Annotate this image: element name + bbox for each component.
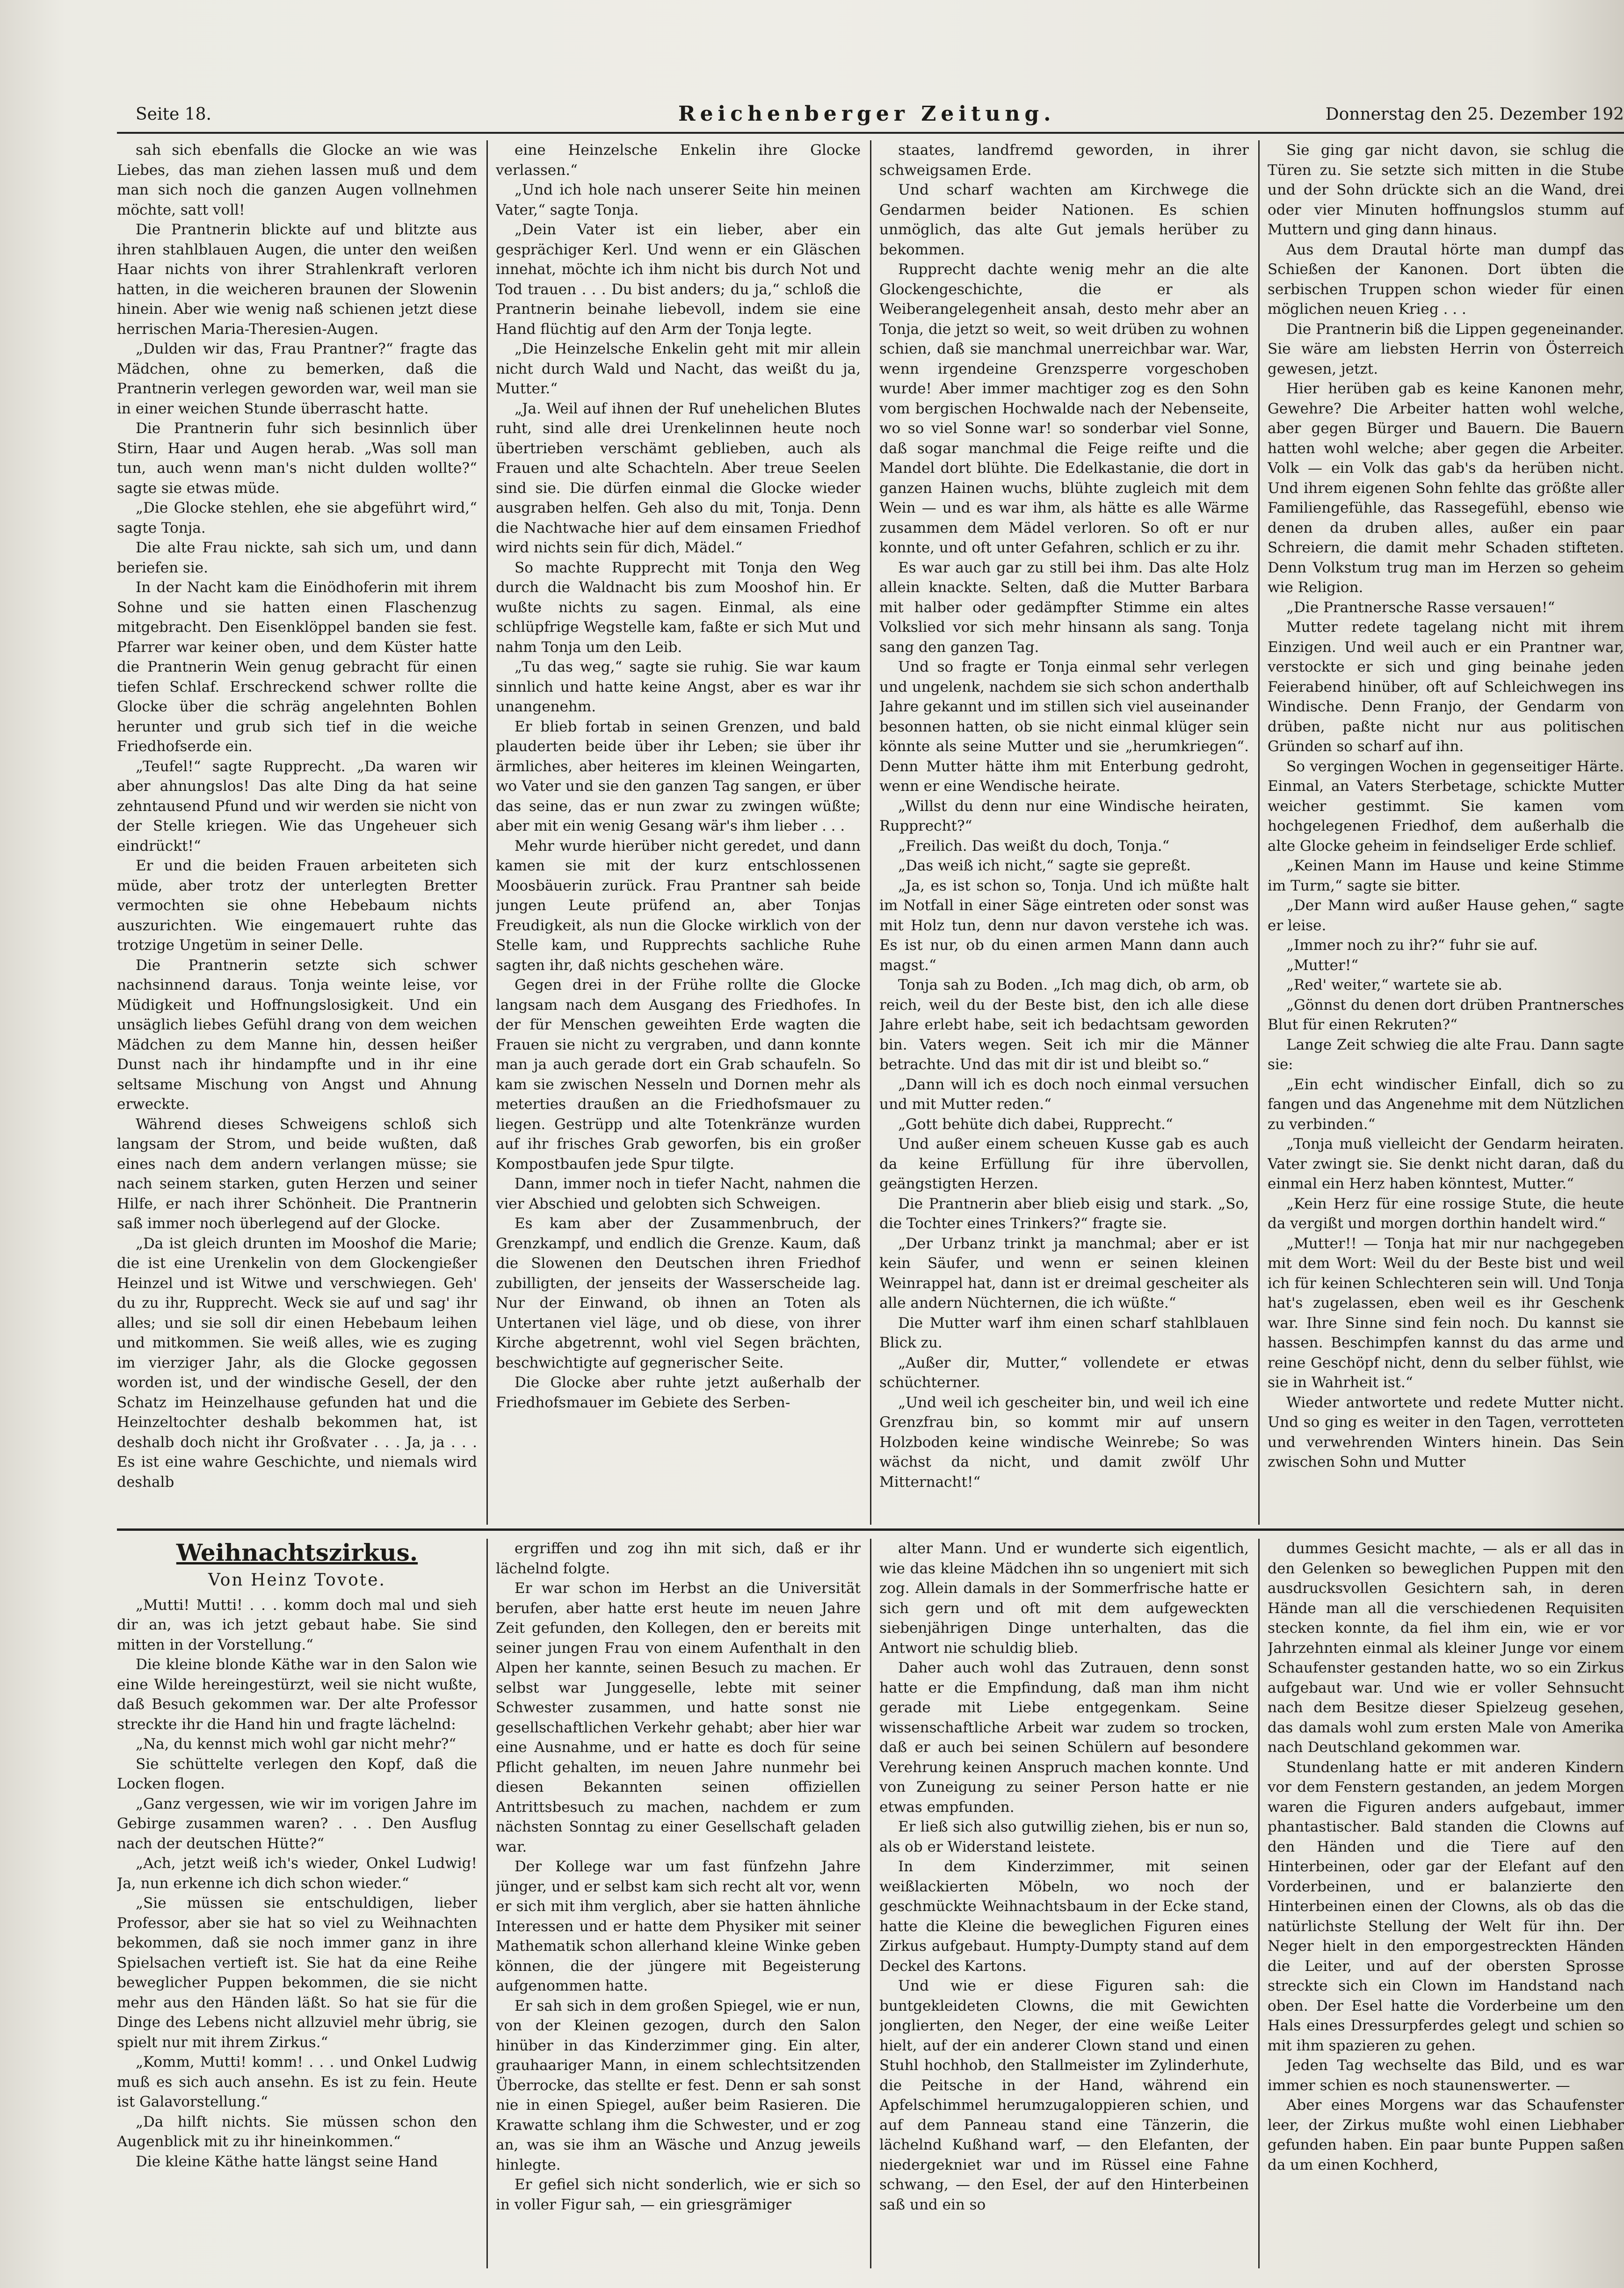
- paragraph: alter Mann. Und er wunderte sich eigentlich, wie das kleine Mädchen ihn so ungeniert mit sich zog. Allein damals in der Sommerfrische hatte er sich gern und oft mit dem aufgeweckten siebenjährigen Dinge unterhalten, das die Antwort nie schuldig blieb.: [879, 1540, 1249, 1657]
- page-number: Seite 18.: [136, 105, 211, 124]
- paragraph: Dann, immer noch in tiefer Nacht, nahmen die vier Abschied und gelobten sich Schweigen.: [496, 1175, 861, 1212]
- column-divider: [870, 140, 871, 1525]
- paragraph: In dem Kinderzimmer, mit seinen weißlackierten Möbeln, wo noch der geschmückte Weihnachtsbaum in der Ecke stand, hatte die Kleine die beweglichen Figuren eines Zirkus aufgebaut. Humpty-Dumpty stand auf dem Deckel des Kartons.: [879, 1858, 1249, 1975]
- paragraph: Und scharf wachten am Kirchwege die Gendarmen beider Nationen. Es schien unmöglich, das alte Gut jemals herüber zu bekommen.: [879, 181, 1249, 258]
- column-divider: [1258, 1539, 1260, 2268]
- article-byline: Von Heinz Tovote.: [208, 1571, 386, 1590]
- paragraph: Mutter redete tagelang nicht mit ihrem Einzigen. Und weil auch er ein Prantner war, verstockte er sich und ging beinahe jeden Feierabend hinüber, oft auf Schleichwegen ins Windische. Denn Franjo, der Gendarm von drüben, paßte nicht nur aus politischen Gründen so scharf auf ihn.: [1268, 619, 1624, 755]
- paragraph: Während dieses Schweigens schloß sich langsam der Strom, und beide wußten, daß eines nach dem andern verlangen müsse; sie nach seinem starken, guten Herzen und seiner Hilfe, er nach ihrer Schönheit. Die Prantnerin saß immer noch überlegend auf der Glocke.: [117, 1115, 477, 1232]
- paragraph: ergriffen und zog ihn mit sich, daß er ihr lächelnd folgte.: [496, 1540, 861, 1577]
- paragraph: „Red' weiter,“ wartete sie ab.: [1286, 977, 1503, 993]
- paragraph: „Der Urbanz trinkt ja manchmal; aber er ist kein Säufer, und wenn er seinen kleinen Weinrappel hat, dann ist er dreimal gescheiter als alle andern Nüchternen, die ich wüßte.“: [879, 1235, 1249, 1311]
- paragraph: Daher auch wohl das Zutrauen, denn sonst hatte er die Empfindung, daß man ihm nicht gerade mit Liebe entgegenkam. Seine wissenschaftliche Arbeit war zudem so trocken, daß er auch bei seinen Schülern auf besondere Verehrung keinen Anspruch machen konnte. Und von Zuneigung zu seiner Person hatte er nie etwas empfunden.: [879, 1659, 1249, 1816]
- paragraph: „Keinen Mann im Hause und keine Stimme im Turm,“ sagte sie bitter.: [1268, 857, 1624, 894]
- paragraph: „Na, du kennst mich wohl gar nicht mehr?“: [136, 1736, 457, 1752]
- paragraph: eine Heinzelsche Enkelin ihre Glocke verlassen.“: [496, 142, 861, 179]
- paragraph: Die kleine blonde Käthe war in den Salon wie eine Wilde hereingestürzt, weil sie nicht wußte, daß Besuch gekommen war. Der alte Professor streckte ihr die Hand hin und fragte lächelnd:: [117, 1656, 477, 1733]
- story1-column-1: [117, 140, 477, 1522]
- paragraph: Die Prantnerin setzte sich schwer nachsinnend daraus. Tonja weinte leise, vor Müdigkeit und Hoffnungslosigkeit. Und ein unsäglich liebes Gefühl drang von dem weichen Mädchen zu dem Manne hin, dessen heißer Dunst nach ihr hindampfte und in ihr eine seltsame Mischung von Angst und Ahnung erweckte.: [117, 956, 477, 1113]
- paragraph: „Ja, es ist schon so, Tonja. Und ich müßte halt im Notfall in einer Säge eintreten oder sonst was mit Holz tun, denn nur davon verstehe ich was. Es ist nur, ob du einen armen Mann dann auch magst.“: [879, 877, 1249, 974]
- paragraph: So vergingen Wochen in gegenseitiger Härte. Einmal, an Vaters Sterbetage, schickte Mutter weicher gestimmt. Sie kamen vom hochgelegenen Friedhof, dem außerhalb die alte Glocke geheim in feindseliger Erde schlief.: [1268, 758, 1624, 854]
- paragraph: Sie ging gar nicht davon, sie schlug die Türen zu. Sie setzte sich mitten in die Stube und der Sohn drückte sich an die Wand, drei oder vier Minuten hoffnungslos stumm auf Muttern und ging dann hinaus.: [1268, 142, 1624, 238]
- paragraph: „Die Heinzelsche Enkelin geht mit mir allein nicht durch Wald und Nacht, das weißt du ja, Mutter.“: [496, 340, 861, 397]
- paragraph: „Dann will ich es doch noch einmal versuchen und mit Mutter reden.“: [879, 1076, 1249, 1113]
- column-divider: [870, 1539, 871, 2268]
- paragraph: Die Prantnerin aber blieb eisig und stark. „So, die Tochter eines Trinkers?“ fragte sie.: [879, 1195, 1249, 1232]
- paragraph: Aber eines Morgens war das Schaufenster leer, der Zirkus mußte wohl einen Liebhaber gefunden haben. Ein paar bunte Puppen saßen da um einen Kochherd,: [1268, 2097, 1624, 2173]
- paragraph: „Willst du denn nur eine Windische heiraten, Rupprecht?“: [879, 797, 1249, 834]
- issue-date: Donnerstag den 25. Dezember 192: [1325, 105, 1624, 124]
- paragraph: Gegen drei in der Frühe rollte die Glocke langsam nach dem Ausgang des Friedhofes. In der für Menschen geweihten Erde wagten die Frauen sie nicht zu vergraben, und dann konnte man ja auch gerade dort ein Grab schaufeln. So kam sie zwischen Nesseln und Dornen mehr als meterties draußen an die Friedhofsmauer zu liegen. Gestrüpp und alte Totenkränze wurden auf ihr frisches Grab geworfen, bis ein großer Kompostbaufen jede Spur tilgte.: [496, 977, 861, 1173]
- story2-column-2: [496, 1539, 861, 2268]
- paragraph: Die Prantnerin biß die Lippen gegeneinander. Sie wäre am liebsten Herrin von Österreich gewesen, jetzt.: [1268, 320, 1624, 377]
- paragraph: Tonja sah zu Boden. „Ich mag dich, ob arm, ob reich, weil du der Beste bist, den ich alle diese Jahre erlebt habe, seit ich bedachtsam geworden bin. Vaters wegen. Seit ich mir die Männer betrachte. Und das mit dir ist und bleibt so.“: [879, 977, 1249, 1073]
- paragraph: „Dulden wir das, Frau Prantner?“ fragte das Mädchen, ohne zu bemerken, daß die Prantnerin verlegen geworden war, weil man sie in einer weichen Stunde überrascht hatte.: [117, 340, 477, 417]
- paragraph: Er und die beiden Frauen arbeiteten sich müde, aber trotz der unterlegten Bretter vermochten sie ohne Hebebaum nichts auszurichten. Wie eingemauert ruhte das trotzige Ungetüm in seiner Delle.: [117, 857, 477, 954]
- paragraph: In der Nacht kam die Einödhoferin mit ihrem Sohne und sie hatten einen Flaschenzug mitgebracht. Den Eisenklöppel banden sie fest. Pfarrer war keiner oben, und dem Küster hatte die Prantnerin Wein genug gebracht für einen tiefen Schlaf. Erschreckend schwer rollte die Glocke über die schräg angelehnten Bohlen herunter und grub sich tief in die weiche Friedhofserde ein.: [117, 579, 477, 755]
- column-divider: [486, 1539, 488, 2268]
- paragraph: „Die Prantnersche Rasse versauen!“: [1286, 599, 1555, 616]
- paragraph: Hier herüben gab es keine Kanonen mehr, Gewehre? Die Arbeiter hatten wohl welche, aber gegen Bürger und Bauern. Die Bauern hatten wohl welche; aber gegen die Arbeiter. Volk — ein Volk das gab's da herüben nicht. Und ihrem eigenen Sohn fehlte das größte aller Familiengefühle, das Rassegefühl, ebenso wie denen da druben alles, außer ein paar Schreiern, die damit mehr Schaden stifteten. Denn Volkstum trug man im Herzen so geheim wie Religion.: [1268, 380, 1624, 596]
- paragraph: Und wie er diese Figuren sah: die buntgekleideten Clowns, die mit Gewichten jonglierten, den Neger, der eine weiße Leiter hielt, auf der ein anderer Clown stand und einen Stuhl hochhob, den Stallmeister im Zylinderhute, die Peitsche in der Hand, während ein Apfelschimmel herumzugaloppieren schien, und auf dem Panneau stand eine Tänzerin, die lächelnd Kußhand warf, — den Elefanten, der niedergekniet war und im Rüssel eine Fahne schwang, — den Esel, der auf den Hinterbeinen saß und ein so: [879, 1977, 1249, 2213]
- paragraph: Lange Zeit schwieg die alte Frau. Dann sagte sie:: [1268, 1036, 1624, 1073]
- paragraph: „Dein Vater ist ein lieber, aber ein gesprächiger Kerl. Und wenn er ein Gläschen innehat, möchte ich ihm nicht bis durch Not und Tod trauen . . . Du bist anders; du ja,“ schloß die Prantnerin beinahe liebevoll, indem sie eine Hand flüchtig auf den Arm der Tonja legte.: [496, 221, 861, 338]
- paragraph: „Da hilft nichts. Sie müssen schon den Augenblick mit zu ihr hineinkommen.“: [117, 2113, 477, 2150]
- story1-column-4: [1268, 140, 1624, 1522]
- paragraph: Die Prantnerin fuhr sich besinnlich über Stirn, Haar und Augen herab. „Was soll man tun, auch wenn man's nicht dulden wollte?“ sagte sie etwas müde.: [117, 420, 477, 497]
- newspaper-title: Reichenberger Zeitung.: [678, 102, 1056, 126]
- paragraph: „Tu das weg,“ sagte sie ruhig. Sie war kaum sinnlich und hatte keine Angst, aber es war ihr unangenehm.: [496, 659, 861, 715]
- paragraph: „Mutter!“: [1286, 956, 1359, 974]
- paragraph: „Kein Herz für eine rossige Stute, die heute da vergißt und morgen dorthin handelt wird.“: [1268, 1195, 1624, 1232]
- paragraph: „Mutti! Mutti! . . . komm doch mal und sieh dir an, was ich jetzt gebaut habe. Sie sind mitten in der Vorstellung.“: [117, 1596, 477, 1653]
- story2-column-1: [117, 1539, 477, 2268]
- paragraph: „Außer dir, Mutter,“ vollendete er etwas schüchterner.: [879, 1354, 1249, 1391]
- paragraph: Die Prantnerin blickte auf und blitzte aus ihren stahlblauen Augen, die unter den weißen Haar nichts von ihrer Strahlenkraft verloren hatten, in die weicheren braunen der Slowenin hinein. Aber wie wenig naß schienen jetzt diese herrischen Maria-Theresien-Augen.: [117, 221, 477, 338]
- paragraph: Er ließ sich also gutwillig ziehen, bis er nun so, als ob er Widerstand leistete.: [879, 1818, 1249, 1855]
- paragraph: Wieder antwortete und redete Mutter nicht. Und so ging es weiter in den Tagen, verrotteten und verwehrenden Winters hinein. Das Sein zwischen Sohn und Mutter: [1268, 1394, 1624, 1470]
- paragraph: Jeden Tag wechselte das Bild, und es war immer schien es noch staunenswerter. —: [1268, 2057, 1624, 2094]
- paragraph: „Die Glocke stehlen, ehe sie abgeführt wird,“ sagte Tonja.: [117, 500, 477, 536]
- paragraph: „Mutter!! — Tonja hat mir nur nachgegeben mit dem Wort: Weil du der Beste bist und weil ich für keinen Schlechteren sein will. Und Tonja hat's zugelassen, eben weil es ihr Geschenk war. Ihre Sinne sind fein noch. Du kannst sie hassen. Beschimpfen kannst du das arme und reine Geschöpf nicht, denn du selber fühlst, wie sie in Wahrheit ist.“: [1268, 1235, 1624, 1391]
- story2-column-3: [879, 1539, 1249, 2268]
- paragraph: Rupprecht dachte wenig mehr an die alte Glockengeschichte, die er als Weiberangelegenheit ansah, desto mehr aber an Tonja, die jetzt so weit, so weit drüben zu wohnen schien, daß sie manchmal unerreichbar war. War, wenn irgendeine Grenzsperre vorgeschoben wurde! Aber immer machtiger zog es den Sohn vom bergischen Hochwalde nach der Nebenseite, wo so viel Sonne war! so sonderbar viel Sonne, daß sogar manchmal die Feige reifte und die Mandel dort blühte. Die Edelkastanie, die dort in ganzen Hainen wuchs, blühte zugleich mit dem Wein — und es war ihm, als hätte es alle Wärme zusammen dem Mädel verloren. So oft er nur konnte, und oft unter Gefahren, schlich er zu ihr.: [879, 261, 1249, 556]
- paragraph: „Teufel!“ sagte Rupprecht. „Da waren wir aber ahnungslos! Das alte Ding da hat seine zehntausend Pfund und wir werden sie nicht von der Stelle kriegen. Wie das Ungeheuer sich eindrückt!“: [117, 758, 477, 854]
- paragraph: Es war auch gar zu still bei ihm. Das alte Holz allein knackte. Selten, daß die Mutter Barbara mit halber oder gedämpfter Stimme ein altes Volkslied vor sich mehr hinsann als sang. Tonja sang den ganzen Tag.: [879, 559, 1249, 656]
- story2-column-4: [1268, 1539, 1624, 2268]
- paragraph: Mehr wurde hierüber nicht geredet, und dann kamen sie mit der kurz entschlossenen Moosbäuerin zurück. Frau Prantner sah beide jungen Leute prüfend an, aber Tonjas Freudigkeit, als nun die Glocke wirklich von der Stelle kam, und Rupprechts sachliche Ruhe sagten ihr, daß nichts geschehen wäre.: [496, 837, 861, 974]
- column-divider: [1258, 140, 1260, 1525]
- story1-column-2: [496, 140, 861, 1522]
- paragraph: „Gönnst du denen dort drüben Prantnersches Blut für einen Rekruten?“: [1268, 996, 1624, 1033]
- column-divider: [486, 140, 488, 1525]
- paragraph: „Ein echt windischer Einfall, dich so zu fangen und das Angenehme mit dem Nützlichen zu verbinden.“: [1268, 1076, 1624, 1133]
- paragraph: So machte Rupprecht mit Tonja den Weg durch die Waldnacht bis zum Mooshof hin. Er wußte nichts zu sagen. Einmal, als eine schlüpfrige Wegstelle kam, faßte er sich Mut und nahm Tonja um den Leib.: [496, 559, 861, 656]
- paragraph: Stundenlang hatte er mit anderen Kindern vor dem Fenstern gestanden, an jedem Morgen waren die Figuren anders aufgebaut, immer phantastischer. Bald standen die Clowns auf den Händen und die Tiere auf den Hinterbeinen, oder gar der Elefant auf den Vorderbeinen, und er balanzierte den Hinterbeinen einen der Clowns, als ob das die natürlichste Stellung der Welt für ihn. Der Neger hielt in den emporgestreckten Händen die Leiter, und auf der obersten Sprosse streckte sich ein Clown im Handstand nach oben. Der Esel hatte die Vorderbeine um den Hals eines Dressurpferdes gelegt und schien so mit ihm spazieren zu gehen.: [1268, 1759, 1624, 2054]
- article-title: Weihnachtszirkus.: [176, 1539, 418, 1566]
- paragraph: Die Mutter warf ihm einen scharf stahlblauen Blick zu.: [879, 1314, 1249, 1351]
- paragraph: „Tonja muß vielleicht der Gendarm heiraten. Vater zwingt sie. Sie denkt nicht daran, daß du einmal ein Herz haben könntest, Mutter.“: [1268, 1136, 1624, 1192]
- paragraph: „Das weiß ich nicht,“ sagte sie gepreßt.: [898, 857, 1191, 874]
- paragraph: staates, landfremd geworden, in ihrer schweigsamen Erde.: [879, 142, 1249, 179]
- paragraph: dummes Gesicht machte, — als er all das in den Gelenken so beweglichen Puppen mit den ausdrucksvollen Gesichtern sah, in deren Hände man all die verschiedenen Requisiten stecken konnte, da fiel ihm ein, wie er vor Jahrzehnten einmal als kleiner Junge vor einem Schaufenster gestanden hatte, wo so ein Zirkus aufgebaut war. Und wie er voller Sehnsucht nach dem Besitze dieser Spielzeug gesehen, das damals wohl zum ersten Male von Amerika nach Deutschland gekommen war.: [1268, 1540, 1624, 1756]
- paragraph: Er war schon im Herbst an die Universität berufen, aber hatte erst heute im neuen Jahre Zeit gefunden, den Kollegen, den er bereits mit seiner jungen Frau von einem Aufenthalt in den Alpen her kannte, seinen Besuch zu machen. Er selbst war Junggeselle, lebte mit seiner Schwester zusammen, und hatte sonst nie gesellschaftlichen Verkehr gehabt; aber hier war eine Ausnahme, und er hatte es doch für seine Pflicht gehalten, im neuen Jahre nunmehr bei diesen Bekannten seinen offiziellen Antrittsbesuch zu machen, nachdem er zum nächsten Sonntag zu einer Gesellschaft geladen war.: [496, 1580, 861, 1855]
- paragraph: „Freilich. Das weißt du doch, Tonja.“: [898, 837, 1170, 854]
- paragraph: „Ja. Weil auf ihnen der Ruf unehelichen Blutes ruht, sind alle drei Urenkelinnen heute noch übertrieben verschämt geblieben, auch als Frauen und alte Schachteln. Aber treue Seelen sind sie. Die dürfen einmal die Glocke wieder ausgraben helfen. Geh also du mit, Tonja. Denn die Nachtwache hier auf dem einsamen Friedhof wird nichts sein für dich, Mädel.“: [496, 400, 861, 556]
- paragraph: „Ganz vergessen, wie wir im vorigen Jahre im Gebirge zusammen waren? . . . Den Ausflug nach der deutschen Hütte?“: [117, 1795, 477, 1852]
- paragraph: Die Glocke aber ruhte jetzt außerhalb der Friedhofsmauer im Gebiete des Serben-: [496, 1374, 861, 1411]
- paragraph: „Und ich hole nach unserer Seite hin meinen Vater,“ sagte Tonja.: [496, 181, 861, 218]
- paragraph: sah sich ebenfalls die Glocke an wie was Liebes, das man ziehen lassen muß und dem man sich noch die ganzen Augen vollnehmen möchte, satt voll!: [117, 142, 477, 218]
- paragraph: „Gott behüte dich dabei, Rupprecht.“: [898, 1115, 1173, 1133]
- paragraph: Er gefiel sich nicht sonderlich, wie er sich so in voller Figur sah, — ein griesgrämiger: [496, 2176, 861, 2213]
- paragraph: Die alte Frau nickte, sah sich um, und dann beriefen sie.: [117, 539, 477, 576]
- section-rule: [117, 1528, 1624, 1531]
- header-rule: [117, 132, 1624, 134]
- paragraph: Sie schüttelte verlegen den Kopf, daß die Locken flogen.: [117, 1755, 477, 1792]
- paragraph: Der Kollege war um fast fünfzehn Jahre jünger, und er selbst kam sich recht alt vor, wenn er sich mit ihm verglich, aber sie hatten ähnliche Interessen und er hatte dem Physiker mit seiner Mathematik schon allerhand kleine Winke geben können, die der jüngere mit Begeisterung aufgenommen hatte.: [496, 1858, 861, 1994]
- story2-column-1-text: [117, 1595, 477, 2172]
- paragraph: „Ach, jetzt weiß ich's wieder, Onkel Ludwig! Ja, nun erkenne ich dich schon wieder.“: [117, 1855, 477, 1892]
- paragraph: Und außer einem scheuen Kusse gab es auch da keine Erfüllung für ihre übervollen, geängstigten Herzen.: [879, 1136, 1249, 1192]
- paragraph: „Da ist gleich drunten im Mooshof die Marie; die ist eine Urenkelin von dem Glockengießer Heinzel und ist Witwe und verschwiegen. Geh' du zu ihr, Rupprecht. Weck sie auf und sag' ihr alles; und sie soll dir einen Hebebaum leihen und mitkommen. Sie weiß alles, wie es zuging im vierziger Jahr, als die Glocke gegossen worden ist, und der windische Gesell, der den Schatz im Heinzelhause gefunden hat und die Heinzeltochter deshalb bekommen hat, ist deshalb doch nicht ihr Großvater . . . Ja, ja . . . Es ist eine wahre Geschichte, und niemals wird deshalb: [117, 1235, 477, 1491]
- paragraph: Aus dem Drautal hörte man dumpf das Schießen der Kanonen. Dort übten die serbischen Truppen schon wieder für einen möglichen neuen Krieg . . .: [1268, 241, 1624, 318]
- page-header: [126, 102, 1624, 131]
- paragraph: „Der Mann wird außer Hause gehen,“ sagte er leise.: [1268, 897, 1624, 934]
- paragraph: Und so fragte er Tonja einmal sehr verlegen und ungelenk, nachdem sie sich schon anderthalb Jahre gekannt und im stillen sich viel auseinander besonnen hatten, ob sie nicht einmal klüger sein könnte als seine Mutter und sie „herumkriegen“. Denn Mutter hätte ihm mit Enterbung gedroht, wenn er eine Wendische heirate.: [879, 659, 1249, 795]
- paragraph: Die kleine Käthe hatte längst seine Hand: [136, 2153, 438, 2170]
- paragraph: Es kam aber der Zusammenbruch, der Grenzkampf, und endlich die Grenze. Kaum, daß die Slowenen den Deutschen ihren Friedhof zubilligten, der jenseits der Wasserscheide lag. Nur der Einwand, ob ihnen an Toten als Untertanen viel läge, und ob diese, von ihrer Kirche abgetrennt, wohl viel Segen brächten, beschwichtigte auf gegnerischer Seite.: [496, 1215, 861, 1371]
- paragraph: „Immer noch zu ihr?“ fuhr sie auf.: [1286, 937, 1538, 954]
- story1-column-3: [879, 140, 1249, 1522]
- paragraph: Er sah sich in dem großen Spiegel, wie er nun, von der Kleinen gezogen, durch den Salon hinüber in das Kinderzimmer ging. Ein alter, grauhaariger Mann, in einem schlechtsitzenden Überrocke, das stellte er fest. Denn er sah sonst nie in einen Spiegel, außer beim Rasieren. Die Krawatte schlang ihm die Schwester, und er zog an, was sie ihm an Wäsche und Anzug jeweils hinlegte.: [496, 1997, 861, 2173]
- paragraph: „Und weil ich gescheiter bin, und weil ich eine Grenzfrau bin, so kommt mir auf unsern Holzboden keine windische Weinrebe; So was wächst da nicht, und damit zwölf Uhr Mitternacht!“: [879, 1394, 1249, 1491]
- paragraph: „Sie müssen sie entschuldigen, lieber Professor, aber sie hat so viel zu Weihnachten bekommen, daß sie noch immer ganz in ihre Spielsachen vertieft ist. Sie hat da eine Reihe beweglicher Puppen bekommen, die sie nicht mehr aus den Händen läßt. So hat sie für die Dinge des Lebens nicht allzuviel mehr übrig, sie spielt nur mit ihrem Zirkus.“: [117, 1895, 477, 2051]
- paragraph: Er blieb fortab in seinen Grenzen, und bald plauderten beide über ihr Leben; sie über ihr ärmliches, aber heiteres im kleinen Weingarten, wo Vater und sie den ganzen Tag sangen, er über das seine, das er nun zwar zu zwingen wüßte; aber mit ein wenig Gesang wär's ihm lieber . . .: [496, 718, 861, 834]
- paragraph: „Komm, Mutti! komm! . . . und Onkel Ludwig muß es sich auch ansehn. Es ist zu fein. Heute ist Galavorstellung.“: [117, 2054, 477, 2110]
